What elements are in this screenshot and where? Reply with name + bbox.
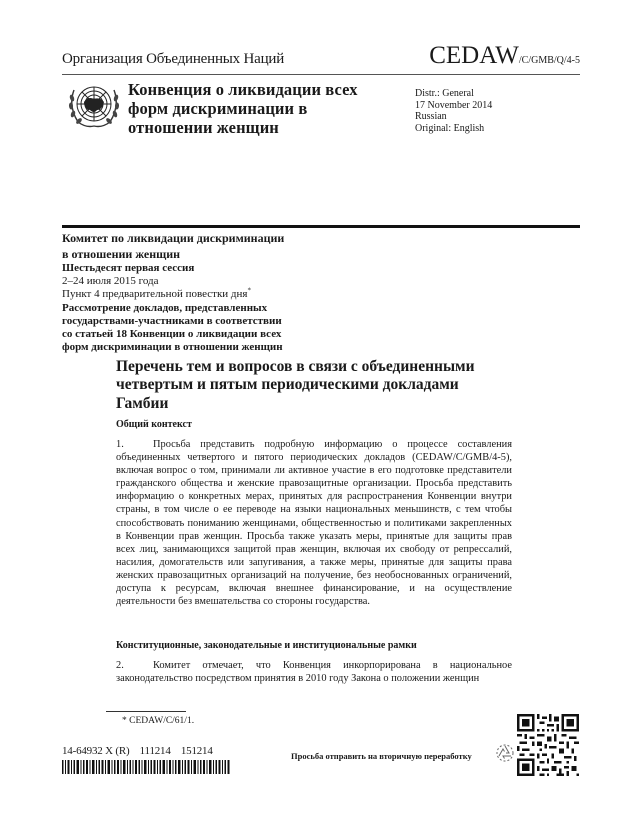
recycle-icon — [495, 744, 515, 762]
header-divider — [62, 74, 580, 75]
organization-name: Организация Объединенных Наций — [62, 51, 285, 67]
session-dates: 2–24 июля 2015 года — [62, 275, 159, 288]
agenda-item-text: Пункт 4 предварительной повестки дня — [62, 288, 248, 301]
paragraph-number: 1. — [116, 439, 124, 450]
barcode-icon — [62, 760, 230, 774]
paragraph-text: Комитет отмечает, что Конвенция инкорпорирована в национальное законодательство посредством принятия в 2010 году Закона о положении женщин — [116, 660, 512, 685]
section-heading: Конституционные, законодательные и институциональные рамки — [116, 640, 417, 651]
footnote-mark[interactable]: * — [247, 286, 251, 295]
consideration-line: форм дискриминации в отношении женщин — [62, 341, 283, 354]
session-title: Шестьдесят первая сессия — [62, 262, 195, 274]
document-title-line: Перечень тем и вопросов в связи с объединенными — [116, 358, 475, 375]
agenda-item — [62, 288, 322, 301]
committee-name: Комитет по ликвидации дискриминации — [62, 231, 285, 245]
paragraph-1 — [116, 438, 512, 608]
document-title-line: четвертым и пятым периодическими докладами — [116, 376, 459, 394]
distribution-type: Distr.: General — [415, 88, 474, 99]
committee-name: в отношении женщин — [62, 246, 181, 261]
un-emblem-icon — [64, 80, 124, 132]
job-number: 14-64932 X (R) 111214 151214 — [62, 745, 213, 757]
distribution-info — [415, 88, 492, 135]
paragraph-2 — [116, 659, 512, 685]
document-title — [116, 358, 516, 413]
document-language: Russian — [415, 111, 447, 123]
symbol-suffix: /C/GMB/Q/4-5 — [518, 55, 580, 66]
consideration-line: со статьей 18 Конвенции о ликвидации всех — [62, 328, 282, 341]
issue-date: 17 November 2014 — [415, 99, 493, 111]
original-language: Original: English — [415, 123, 485, 135]
paragraph-text: Просьба представить подробную информацию о процессе составления объединенных четвертого и пятого периодических докладов (CEDAW/C/GMB/4-5), включая вопрос о том, принимали ли активное участие в его подготовке представители гражданского общества и женские правозащитные организации. Просьба представить информацию о конкретных мерах, принятых для распространения Конвенции внутри страны, в том числе о ее переводе на языки национальных меньшинств, с тем чтобы способствовать пониманию женщинами, общественностью и политиками закрепленных в Конвенции прав женщин. Просьба также указать меры, принятые для защиты прав всех лиц, занимающихся защитой прав женщин, включая их свободу от репрессалий, насилия, домогательств или запугивания, а также меры, принятые для защиты права женских правозащитных организаций на получение, без необоснованных ограничений, доступа к ресурсам, включая внешнее финансирование, и на осуществление деятельности без вмешательства со стороны государства. — [116, 439, 512, 608]
footnote-divider — [106, 711, 186, 712]
document-symbol — [429, 42, 580, 70]
paragraph-number: 2. — [116, 660, 124, 671]
section-heading: Общий контекст — [116, 419, 192, 430]
consideration-line: государствами-участниками в соответствии — [62, 314, 282, 327]
convention-title-line: Конвенция о ликвидации всех — [128, 80, 358, 99]
qr-code-icon — [517, 714, 579, 776]
convention-title-line: форм дискриминации в — [128, 99, 308, 118]
committee-block — [62, 231, 322, 354]
symbol-main: CEDAW — [429, 42, 519, 69]
convention-title — [128, 80, 398, 137]
recycle-notice: Просьба отправить на вторичную переработку — [291, 751, 472, 761]
consideration-line: Рассмотрение докладов, представленных — [62, 301, 268, 314]
footnote: * CEDAW/C/61/1. — [122, 716, 195, 726]
section-divider — [62, 225, 580, 228]
convention-title-line: отношении женщин — [128, 118, 279, 137]
document-title-line: Гамбии — [116, 394, 169, 412]
